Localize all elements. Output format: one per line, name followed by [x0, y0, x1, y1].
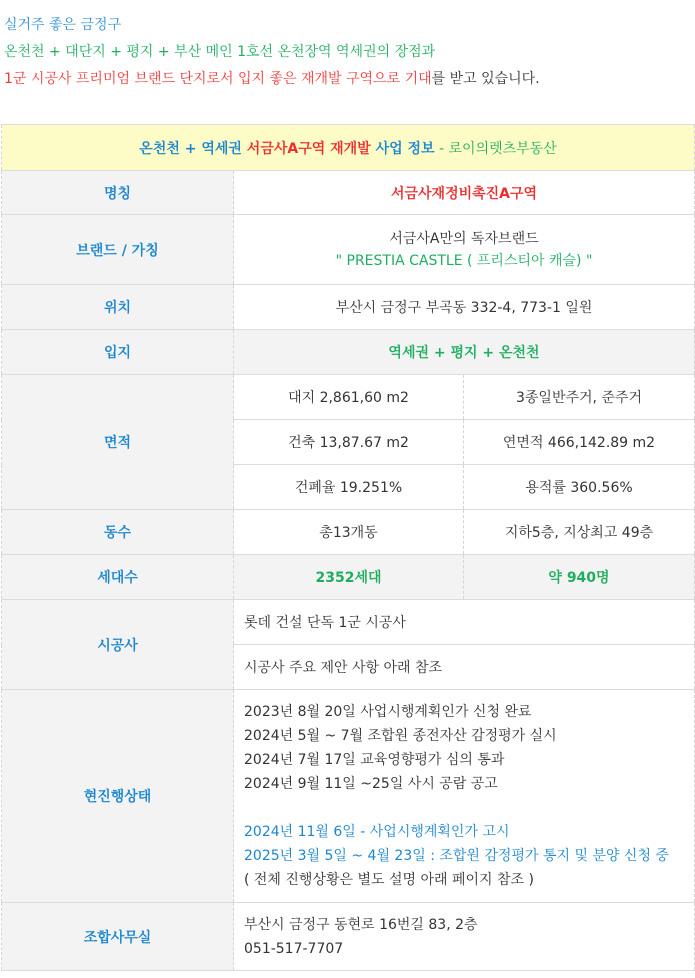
- status-line: 2023년 8월 20일 사업시행계획인가 신청 완료: [244, 704, 532, 720]
- table-row: [2, 215, 695, 285]
- table-row: [2, 375, 695, 420]
- intro-text: [4, 12, 694, 93]
- status-line-highlight: 2024년 11월 6일 - 사업시행계획인가 고시: [244, 824, 510, 840]
- households-count: 2352세대: [234, 555, 464, 600]
- brand-line-1: 서금사A만의 독자브랜드: [389, 230, 539, 247]
- row-label-brand: 브랜드 / 가칭: [2, 215, 234, 285]
- contractor-name: 롯데 건설 단독 1군 시공사: [234, 600, 695, 645]
- intro-line-2: 온천천 + 대단지 + 평지 + 부산 메인 1호선 온천장역 역세권의 장점과: [4, 44, 436, 60]
- area-floor-total: 연면적 466,142.89 m2: [464, 420, 695, 465]
- title-project-name: 서금사A구역 재개발: [246, 140, 371, 157]
- title-source: - 로이의렛츠부동산: [434, 140, 557, 157]
- intro-line-3-rest: 를 받고 있습니다.: [431, 71, 540, 87]
- row-label-households: 세대수: [2, 555, 234, 600]
- status-note: ( 전체 진행상황은 별도 설명 아래 페이지 참조 ): [244, 872, 534, 888]
- table-title-row: [2, 125, 695, 171]
- status-line: 2024년 7월 17일 교육영향평가 심의 통과: [244, 752, 505, 768]
- table-title: [2, 125, 695, 171]
- intro-line-3-highlight: 1군 시공사 프리미엄 브랜드 단지로서 입지 좋은 재개발 구역으로 기대: [4, 71, 432, 87]
- area-land: 대지 2,861,60 m2: [234, 375, 464, 420]
- status-details: [234, 690, 695, 903]
- row-label-buildings: 동수: [2, 510, 234, 555]
- office-phone: 051-517-7707: [244, 940, 344, 957]
- table-row: [2, 600, 695, 645]
- status-spacer: [244, 796, 694, 820]
- buildings-count: 총13개동: [234, 510, 464, 555]
- status-line-highlight: 2025년 3월 5일 ~ 4월 23일 : 조합원 감정평가 통지 및 분양 신청 중: [244, 848, 669, 864]
- area-building: 건축 13,87.67 m2: [234, 420, 464, 465]
- brand-line-2: " PRESTIA CASTLE ( 프리스티아 캐슬) ": [335, 252, 593, 269]
- area-coverage: 건폐율 19.251%: [234, 465, 464, 510]
- table-row: [2, 171, 695, 215]
- table-row: [2, 285, 695, 330]
- row-label-contractor: 시공사: [2, 600, 234, 690]
- intro-line-3: [4, 66, 694, 93]
- row-label-location: 위치: [2, 285, 234, 330]
- row-label-area: 면적: [2, 375, 234, 510]
- status-line: 2024년 5월 ~ 7월 조합원 종전자산 감정평가 실시: [244, 728, 557, 744]
- office-details: [234, 903, 695, 971]
- row-label-name: 명칭: [2, 171, 234, 215]
- office-address: 부산시 금정구 동현로 16번길 83, 2층: [244, 916, 478, 933]
- row-value-brand: [234, 215, 695, 285]
- row-value-site: 역세권 + 평지 + 온천천: [234, 330, 695, 375]
- title-prefix: 온천천 + 역세권: [139, 140, 247, 157]
- intro-line-1: 실거주 좋은 금정구: [4, 17, 122, 33]
- table-row: [2, 555, 695, 600]
- table-row: [2, 330, 695, 375]
- row-label-status: 현진행상태: [2, 690, 234, 903]
- status-line: 2024년 9월 11일 ~25일 사시 공람 공고: [244, 776, 498, 792]
- area-zoning: 3종일반주거, 준주거: [464, 375, 695, 420]
- table-row: [2, 690, 695, 903]
- contractor-proposal: 시공사 주요 제안 사항 아래 참조: [234, 645, 695, 690]
- area-far: 용적률 360.56%: [464, 465, 695, 510]
- table-row: [2, 903, 695, 971]
- row-value-location: 부산시 금정구 부곡동 332-4, 773-1 일원: [234, 285, 695, 330]
- project-info-table: [1, 124, 695, 971]
- row-label-office: 조합사무실: [2, 903, 234, 971]
- table-row: [2, 510, 695, 555]
- buildings-floors: 지하5층, 지상최고 49층: [464, 510, 695, 555]
- row-label-site: 입지: [2, 330, 234, 375]
- row-value-name: 서금사재정비촉진A구역: [234, 171, 695, 215]
- title-info: 사업 정보: [370, 140, 435, 157]
- households-members: 약 940명: [464, 555, 695, 600]
